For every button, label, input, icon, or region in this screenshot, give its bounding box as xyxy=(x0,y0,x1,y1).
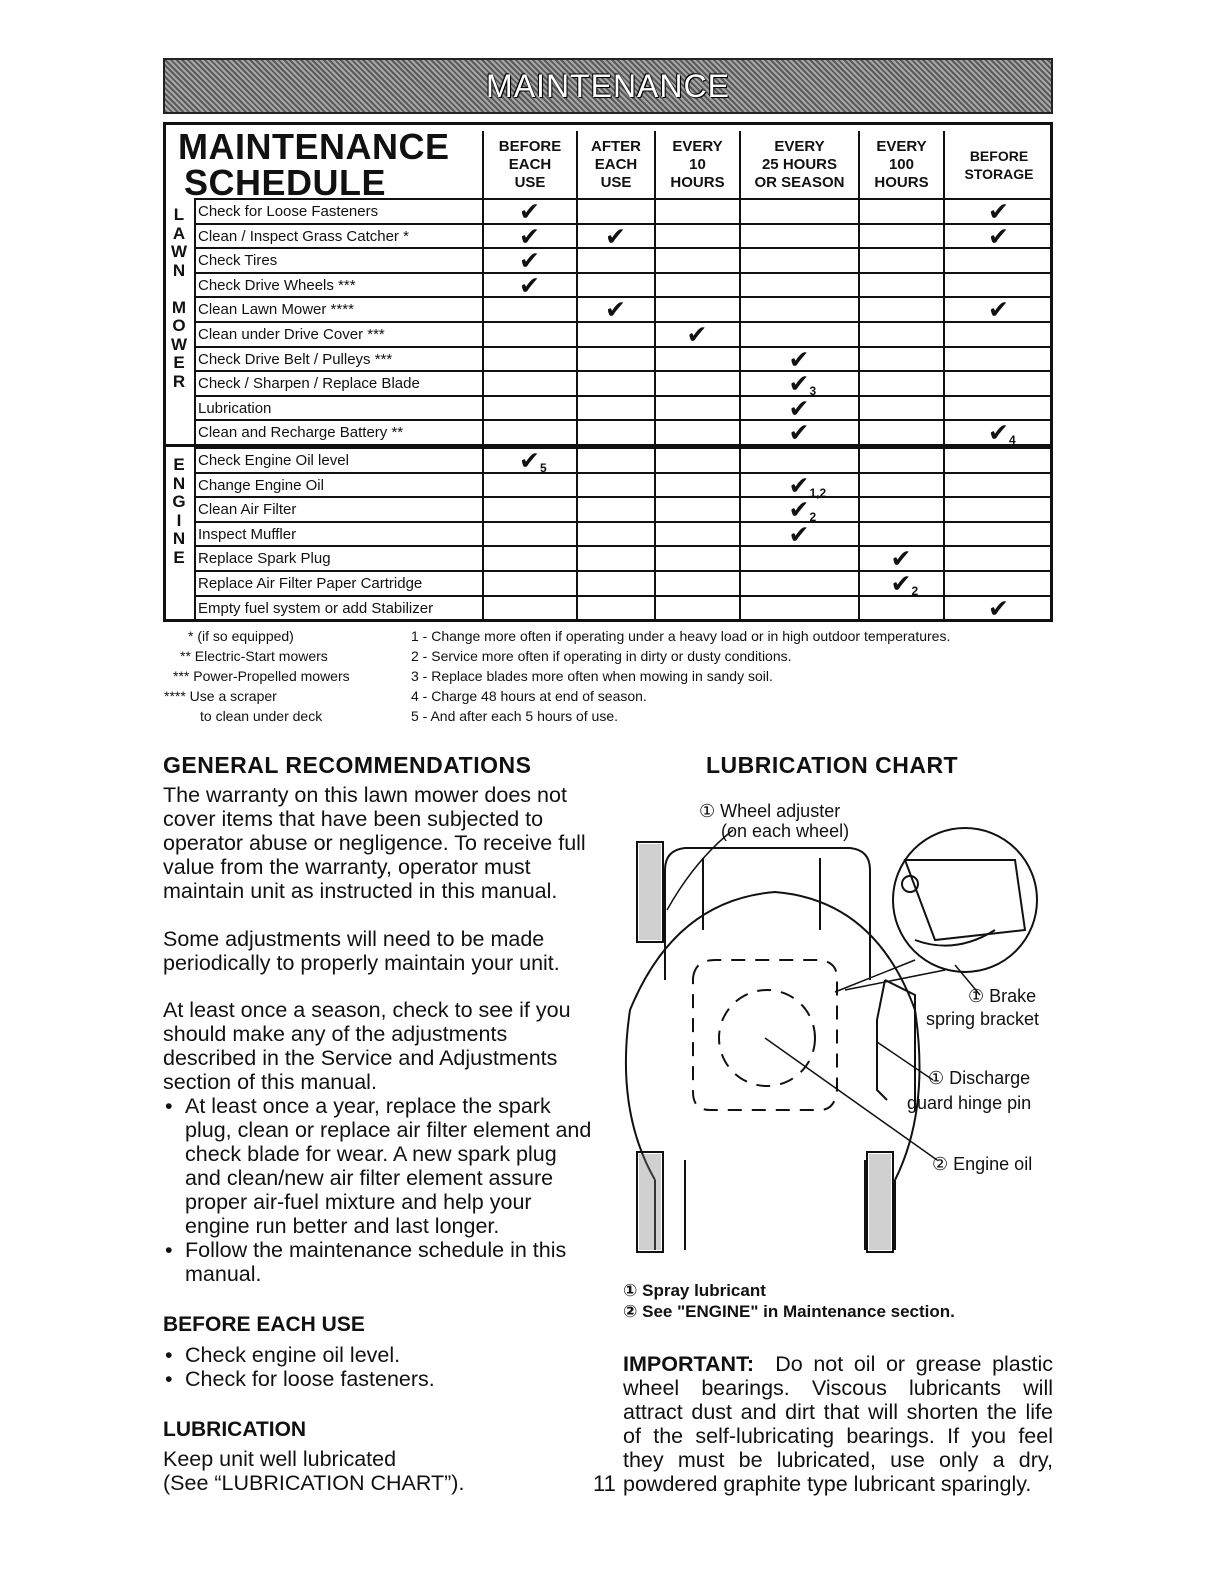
column-header-3: EVERY 10 HOURS xyxy=(654,131,739,199)
schedule-task-label: Check Engine Oil level xyxy=(198,452,349,469)
schedule-row xyxy=(194,520,1050,549)
schedule-task-label: Check Drive Wheels *** xyxy=(198,276,356,294)
important-text: Do not oil or grease plastic wheel bearings. Viscous lubricants will attract dust and dirt that will shorten the life of the self-lubricating bearings. If you feel they must be lubricated, use only a dry, powdered graphite type lubricant sparingly. xyxy=(623,1352,1054,1496)
grid-vertical-line xyxy=(654,198,656,619)
footnote-symbol: ** Electric-Start mowers xyxy=(180,648,328,664)
lube-legend-1: ① Spray lubricant xyxy=(623,1281,766,1300)
lawn-mower-vertical-label: L A W N M O W E R xyxy=(170,205,188,391)
lubrication-line-1: Keep unit well lubricated xyxy=(163,1447,397,1471)
schedule-row xyxy=(194,496,1050,525)
schedule-row xyxy=(194,247,1050,276)
check-mark: ✔ xyxy=(988,594,1009,623)
grid-vertical-line xyxy=(739,198,741,619)
column-header-6: BEFORE STORAGE xyxy=(943,131,1053,199)
section-divider xyxy=(166,444,1050,447)
column-header-1: BEFORE EACH USE xyxy=(482,131,576,199)
lubrication-heading: LUBRICATION xyxy=(163,1418,307,1441)
check-mark: ✔ xyxy=(788,419,810,448)
schedule-title-line2: SCHEDULE xyxy=(184,162,387,203)
schedule-row xyxy=(194,447,1050,475)
schedule-row xyxy=(194,370,1050,399)
label-wheel-adjuster-1: ① Wheel adjuster xyxy=(699,801,841,821)
general-paragraph-3: At least once a season, check to see if you should make any of the adjustments described in the Service and Adjustments section of this manual. xyxy=(163,998,571,1094)
schedule-task-label: Check for Loose Fasteners xyxy=(198,203,379,220)
label-wheel-adjuster-2: (on each wheel) xyxy=(721,821,850,841)
lubrication-line-2: (See “LUBRICATION CHART”). xyxy=(163,1471,465,1495)
label-discharge-2: guard hinge pin xyxy=(907,1093,1032,1113)
label-engine-oil: ② Engine oil xyxy=(932,1154,1033,1174)
general-recommendations-heading: GENERAL RECOMMENDATIONS xyxy=(163,752,532,778)
check-mark: $✔_4$ xyxy=(988,419,1016,448)
schedule-row xyxy=(194,345,1050,374)
schedule-row xyxy=(194,296,1050,325)
column-header-5: EVERY 100 HOURS xyxy=(858,131,943,199)
grid-vertical-line xyxy=(194,198,196,619)
page-number: 11 xyxy=(593,1471,616,1496)
grid-vertical-line xyxy=(576,198,578,619)
schedule-row xyxy=(194,271,1050,300)
check-mark: ✔ xyxy=(686,321,708,349)
before-each-use-item-2: • Check for loose fasteners. xyxy=(163,1367,595,1391)
check-mark: ✔ xyxy=(988,198,1009,226)
check-mark: ✔ xyxy=(605,222,626,251)
check-mark: ✔ xyxy=(519,271,540,300)
schedule-task-label: Replace Spark Plug xyxy=(198,550,331,568)
footnote-symbol: *** Power-Propelled mowers xyxy=(173,668,350,684)
schedule-task-label: Clean Lawn Mower **** xyxy=(198,301,354,319)
schedule-task-label: Lubrication xyxy=(198,399,272,417)
important-label: IMPORTANT: xyxy=(623,1352,754,1376)
general-bullet-2: • Follow the maintenance schedule in this manual. xyxy=(163,1238,595,1286)
schedule-task-label: Inspect Muffler xyxy=(198,525,297,543)
column-header-4: EVERY 25 HOURS OR SEASON xyxy=(739,131,858,199)
schedule-task-label: Empty fuel system or add Stabilizer xyxy=(198,599,434,617)
footnote-number: 4 - Charge 48 hours at end of season. xyxy=(411,688,647,704)
check-mark: ✔ xyxy=(988,222,1009,251)
schedule-row xyxy=(194,570,1050,598)
schedule-row xyxy=(194,394,1050,423)
check-mark: $✔_2$ xyxy=(788,496,817,525)
check-mark: ✔ xyxy=(519,222,540,251)
schedule-task-label: Clean and Recharge Battery ** xyxy=(198,424,404,442)
check-mark: ✔ xyxy=(788,345,810,374)
check-mark: $✔_3$ xyxy=(788,370,817,399)
footnote-number: 3 - Replace blades more often when mowing in sandy soil. xyxy=(411,668,773,684)
footnote-number: 5 - And after each 5 hours of use. xyxy=(411,708,619,724)
schedule-row xyxy=(194,198,1050,226)
schedule-task-label: Check / Sharpen / Replace Blade xyxy=(198,375,420,393)
schedule-task-label: Change Engine Oil xyxy=(198,476,324,494)
general-paragraph-1: The warranty on this lawn mower does not cover items that have been subjected to operator abuse or negligence. To receive full value from the warranty, operator must maintain unit as instructed in this manual. xyxy=(163,783,586,903)
lube-legend-2: ② See "ENGINE" in Maintenance section. xyxy=(623,1302,955,1321)
check-mark: ✔ xyxy=(519,247,540,276)
footnote-symbol: to clean under deck xyxy=(200,708,323,724)
maintenance-schedule-table xyxy=(163,122,1053,622)
label-discharge-1: ① Discharge xyxy=(928,1068,1031,1088)
grid-vertical-line xyxy=(858,198,860,619)
schedule-row xyxy=(194,545,1050,574)
check-mark: $✔_2$ xyxy=(890,570,919,598)
grid-vertical-line xyxy=(943,198,945,619)
schedule-row xyxy=(194,594,1050,623)
footnote-symbol: **** Use a scraper xyxy=(164,688,277,704)
general-paragraph-2: Some adjustments will need to be made periodically to properly maintain your unit. xyxy=(163,927,560,975)
footnote-number: 2 - Service more often if operating in dirty or dusty conditions. xyxy=(411,648,792,664)
schedule-title xyxy=(178,126,478,203)
before-each-use-item-1: • Check engine oil level. xyxy=(163,1343,595,1367)
check-mark: ✔ xyxy=(519,198,540,226)
section-banner xyxy=(163,58,1053,114)
label-brake-1: ① Brake xyxy=(968,986,1037,1006)
footnote-symbol: * (if so equipped) xyxy=(188,628,294,644)
check-mark: ✔ xyxy=(605,296,626,325)
check-mark: $✔_{1,2}$ xyxy=(788,471,827,500)
schedule-grid xyxy=(194,198,1050,623)
check-mark: ✔ xyxy=(788,520,810,549)
general-bullet-1: • At least once a year, replace the spark plug, clean or replace air filter element and check blade for wear. A new spark plug and clean/new air filter element assure proper air-fuel mixture and help your engine run better and last longer. xyxy=(163,1094,595,1238)
schedule-task-label: Clean / Inspect Grass Catcher * xyxy=(198,227,409,245)
check-mark: $✔_5$ xyxy=(519,447,547,475)
schedule-task-label: Clean Air Filter xyxy=(198,501,297,519)
check-mark: ✔ xyxy=(788,394,810,423)
schedule-task-label: Check Drive Belt / Pulleys *** xyxy=(198,350,393,368)
important-note xyxy=(623,1352,1053,1496)
schedule-row xyxy=(194,471,1050,500)
schedule-task-label: Clean under Drive Cover *** xyxy=(198,326,385,343)
schedule-row xyxy=(194,222,1050,251)
lubrication-chart-heading: LUBRICATION CHART xyxy=(706,752,959,778)
schedule-row xyxy=(194,321,1050,349)
banner-title: MAINTENANCE xyxy=(486,67,730,104)
schedule-title-line1: MAINTENANCE xyxy=(178,126,450,167)
schedule-task-label: Check Tires xyxy=(198,252,278,270)
check-mark: ✔ xyxy=(988,296,1009,325)
footnote-number: 1 - Change more often if operating under a heavy load or in high outdoor temperatures. xyxy=(411,628,951,644)
schedule-row xyxy=(194,419,1050,448)
before-each-use-heading: BEFORE EACH USE xyxy=(163,1313,365,1336)
grid-vertical-line xyxy=(482,198,484,619)
check-mark: ✔ xyxy=(890,545,912,574)
schedule-task-label: Replace Air Filter Paper Cartridge xyxy=(198,575,423,592)
engine-vertical-label: E N G I N E xyxy=(172,455,186,567)
label-brake-2: spring bracket xyxy=(926,1009,1040,1029)
column-header-2: AFTER EACH USE xyxy=(576,131,654,199)
